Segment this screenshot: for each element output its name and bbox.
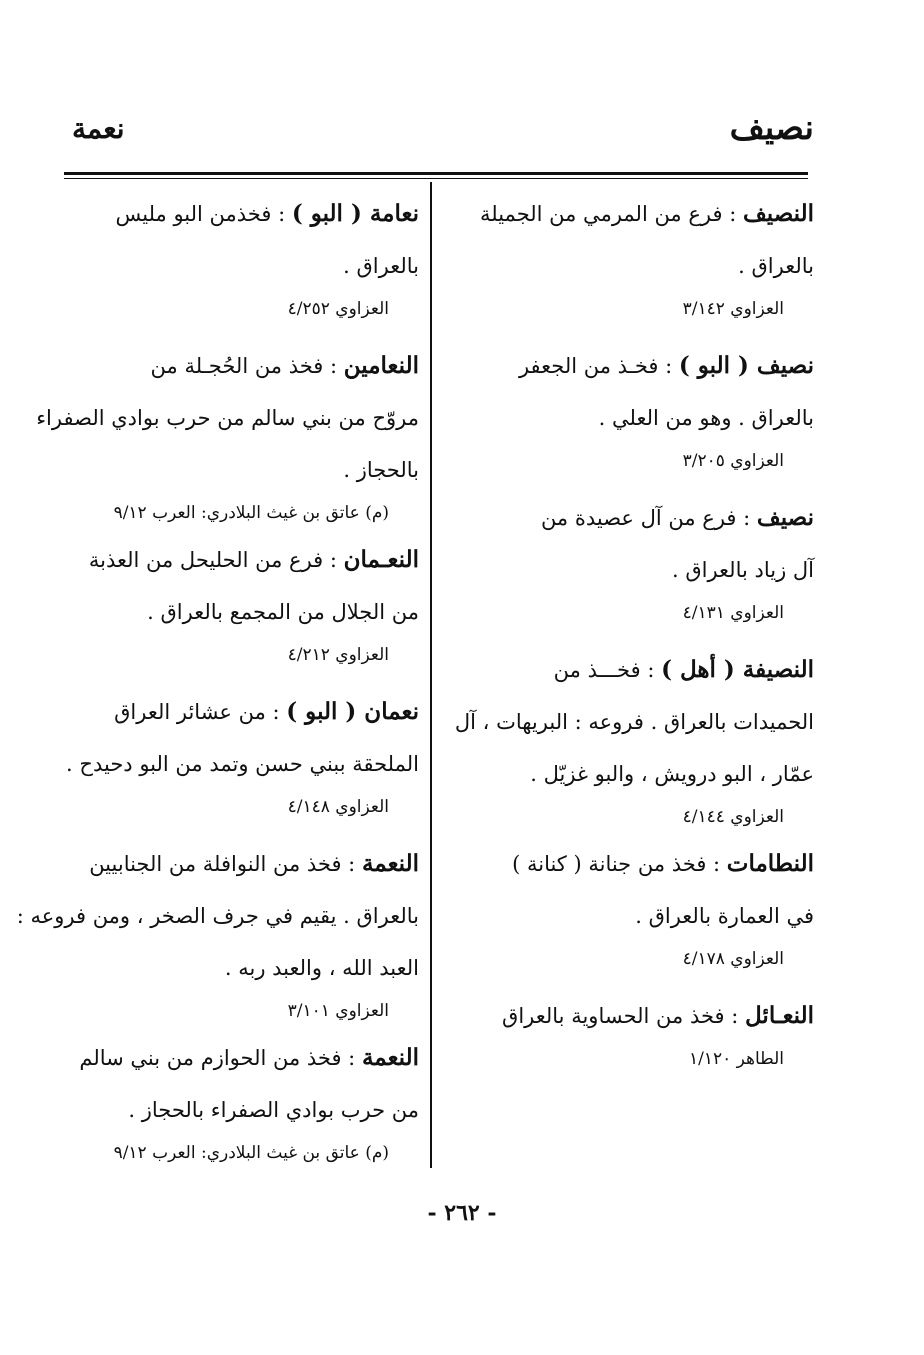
entry-reference: الطاهر ١/١٢٠	[688, 1049, 784, 1069]
entry-text: : فرع من الحليحل من العذبة	[88, 548, 344, 572]
entry-text: في العمارة بالعراق .	[635, 904, 814, 928]
entry-reference: العزاوي ٤/٢٥٢	[287, 299, 389, 319]
entry-term: النعمة	[361, 1044, 419, 1071]
header-rule-thin	[64, 178, 808, 179]
entry-term: النصيفة ( أهل )	[661, 656, 814, 683]
entry-text: : فخذ من النوافلة من الجنابيين	[89, 852, 362, 876]
entry-reference: العزاوي ٤/١٤٤	[682, 807, 784, 827]
entry-term: النعامين	[343, 352, 419, 379]
entry-text: : من عشائر العراق	[114, 700, 287, 724]
entry-line	[480, 188, 814, 240]
entry-line	[36, 392, 419, 444]
entry-text: بالعراق . وهو من العلي .	[598, 406, 814, 430]
entry-text: من حرب بوادي الصفراء بالحجاز .	[128, 1098, 419, 1122]
entry-line	[77, 942, 419, 994]
header-rule-thick	[64, 172, 808, 175]
entry-reference: (م) عاتق بن غيث البلادري: العرب ٩/١٢	[113, 503, 389, 523]
entry-text: : فخذ من جنانة ( كنانة )	[512, 852, 727, 876]
entry-text: الملحقة ببني حسن وتمد من البو دحيدح .	[66, 752, 419, 776]
entry-term: النعـمان	[343, 546, 419, 573]
entry-line	[454, 696, 814, 748]
entry-line	[77, 240, 419, 292]
entry-line	[484, 990, 814, 1042]
entry-text: عمّار ، البو درويش ، والبو غزيّل .	[530, 762, 814, 786]
entry-line	[77, 340, 419, 392]
dictionary-entry	[36, 340, 419, 530]
right-column	[454, 188, 814, 1090]
dictionary-entry	[77, 534, 419, 672]
entry-term: النعمة	[361, 850, 419, 877]
entry-text: : فرع من المرمي من الجميلة	[480, 202, 743, 226]
page-number: - ٢٦٢ -	[427, 1200, 497, 1226]
entry-line	[77, 586, 419, 638]
entry-text: : فخذمن البو مليس	[115, 202, 292, 226]
entry-text: : فخذ من الحُجـلة من	[150, 354, 344, 378]
entry-line	[484, 644, 814, 696]
entry-text: بالعراق .	[738, 254, 814, 278]
entry-line	[484, 544, 814, 596]
entry-term: النصيف	[742, 200, 814, 227]
entry-text: بالعراق .	[343, 254, 419, 278]
entry-reference: (م) عاتق بن غيث البلادري: العرب ٩/١٢	[113, 1143, 389, 1163]
dictionary-entry	[77, 188, 419, 326]
dictionary-entry	[484, 492, 814, 630]
entry-line	[16, 890, 419, 942]
entry-text: بالعراق . يقيم في جرف الصخر ، ومن فروعه :	[16, 904, 419, 928]
entry-line	[77, 1032, 419, 1084]
header-right-word: نصيف	[729, 108, 814, 148]
dictionary-entry	[484, 340, 814, 478]
entry-text: : فخـذ من الجعفر	[518, 354, 679, 378]
entry-line	[484, 392, 814, 444]
dictionary-entry	[484, 838, 814, 976]
entry-term: نصيف ( البو )	[678, 352, 814, 379]
left-column	[16, 188, 419, 1184]
entry-line	[484, 492, 814, 544]
entry-text: بالحجاز .	[343, 458, 419, 482]
entry-text: الحميدات بالعراق . فروعه : البريهات ، آل	[454, 710, 814, 734]
entry-line	[484, 838, 814, 890]
entry-text: : فخـــذ من	[553, 658, 662, 682]
entry-line	[484, 340, 814, 392]
entry-term: النعـائل	[745, 1002, 814, 1029]
entry-text: : فخذ من الحوازم من بني سالم	[79, 1046, 362, 1070]
entry-line	[77, 838, 419, 890]
entry-reference: العزاوي ٣/٢٠٥	[682, 451, 784, 471]
entry-line	[484, 748, 814, 800]
entry-line	[77, 686, 419, 738]
entry-term: نعامة ( البو )	[291, 200, 419, 227]
entry-line	[484, 890, 814, 942]
entry-text: مروّح من بني سالم من حرب بوادي الصفراء	[36, 406, 419, 430]
entry-line	[77, 188, 419, 240]
entry-text: آل زياد بالعراق .	[671, 558, 814, 582]
entry-line	[77, 1084, 419, 1136]
entry-reference: العزاوي ٤/١٤٨	[287, 797, 389, 817]
entry-reference: العزاوي ٤/١٣١	[682, 603, 784, 623]
entry-term: النطامات	[726, 850, 814, 877]
entry-line	[77, 444, 419, 496]
entry-line	[77, 534, 419, 586]
entry-text: : فخذ من الحساوية بالعراق	[502, 1004, 745, 1028]
dictionary-entry	[77, 1032, 419, 1170]
entry-reference: العزاوي ٣/١٠١	[287, 1001, 389, 1021]
header-left-word: نعمة	[72, 112, 125, 145]
entry-line	[484, 240, 814, 292]
dictionary-entry	[66, 686, 419, 824]
entry-reference: العزاوي ٤/٢١٢	[287, 645, 389, 665]
dictionary-entry	[454, 644, 814, 834]
dictionary-entry	[480, 188, 814, 326]
entry-term: نصيف	[756, 504, 814, 531]
entry-text: : فرع من آل عصيدة من	[540, 506, 757, 530]
dictionary-entry	[484, 990, 814, 1076]
entry-line	[66, 738, 419, 790]
column-divider	[430, 182, 432, 1168]
entry-text: العبد الله ، والعبد ربه .	[224, 956, 419, 980]
entry-term: نعمان ( البو )	[286, 698, 419, 725]
entry-text: من الجلال من المجمع بالعراق .	[147, 600, 419, 624]
entry-reference: العزاوي ٣/١٤٢	[682, 299, 784, 319]
dictionary-entry	[16, 838, 419, 1028]
entry-reference: العزاوي ٤/١٧٨	[682, 949, 784, 969]
